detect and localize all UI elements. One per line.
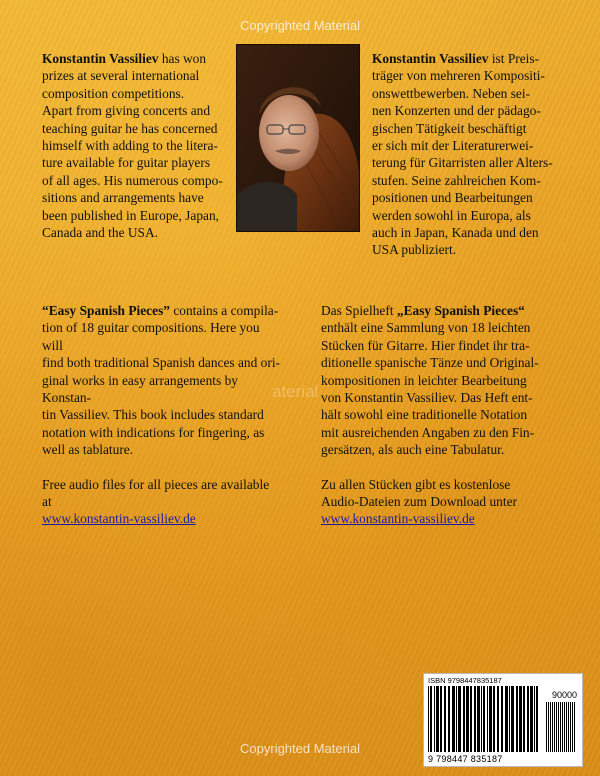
website-link-en[interactable]: www.konstantin-vassiliev.de [42, 511, 196, 527]
bio-de-line: auch in Japan, Kanada und den [372, 225, 539, 241]
bio-en-line: Apart from giving concerts and [42, 103, 211, 119]
price-code: 90000 [551, 690, 577, 700]
bio-de-line: nen Konzerten und der pädago- [372, 103, 541, 119]
isbn-digits: 9 798447 835187 [428, 754, 503, 764]
desc-en-line: notation with indications for fingering, as [42, 424, 265, 440]
author-name: Konstantin Vassiliev [42, 51, 159, 66]
bio-en-line: prizes at several international [42, 68, 200, 84]
watermark-bottom: Copyrighted Material [240, 741, 360, 756]
book-description-german [321, 302, 571, 528]
desc-en-line: tin Vassiliev. This book includes standard [42, 407, 264, 423]
bio-de-line: terung für Gitarristen aller Alters- [372, 155, 553, 171]
desc-en-line: find both traditional Spanish dances and ori- [42, 355, 281, 371]
desc-de-line: Stücken für Gitarre. Hier findet ihr tra- [321, 337, 530, 353]
author-bio-english [42, 50, 232, 241]
desc-de-line: kompositionen in leichter Bearbeitung [321, 372, 527, 388]
bio-en-line: of all ages. His numerous compo- [42, 172, 223, 188]
bio-en-line: composition competitions. [42, 85, 185, 101]
bio-de-line: er sich mit der Literaturerwei- [372, 138, 534, 154]
desc-en-line: well as tablature. [42, 442, 134, 458]
audio-note-en: Free audio files for all pieces are available at [42, 476, 270, 510]
bio-en-line-1-rest: has won [158, 51, 207, 66]
desc-de-line: mit ausreichenden Angaben zu den Fin- [321, 424, 535, 440]
bio-de-line: USA publiziert. [372, 242, 457, 258]
isbn-label: ISBN 9798447835187 [428, 676, 502, 685]
bio-de-line: werden sowohl in Europa, als [372, 207, 531, 223]
bio-de-line: onswettbewerben. Neben sei- [372, 85, 531, 101]
book-title-de: „Easy Spanish Pieces“ [396, 303, 525, 318]
desc-de-line-1-pre: Das Spielheft [321, 303, 397, 318]
desc-de-line: hält sowohl eine traditionelle Notation [321, 407, 528, 423]
author-name-de: Konstantin Vassiliev [372, 51, 489, 66]
desc-de-line: ditionelle spanische Tänze und Original- [321, 355, 539, 371]
audio-note-de: Zu allen Stücken gibt es kostenlose [321, 476, 511, 492]
bio-en-first-line [42, 50, 232, 67]
bio-en-line: been published in Europe, Japan, [42, 207, 220, 223]
desc-en-line: ginal works in easy arrangements by Konstan- [42, 372, 238, 406]
book-title: “Easy Spanish Pieces” [42, 303, 170, 318]
desc-en-first-line [42, 302, 282, 319]
bio-en-line: ture available for guitar players [42, 155, 211, 171]
bio-de-line: positionen und Bearbeitungen [372, 190, 533, 206]
desc-de-line: gersätzen, als auch eine Tabulatur. [321, 442, 505, 458]
watermark-middle: aterial [272, 382, 319, 401]
book-description-english [42, 302, 282, 528]
bio-en-line: teaching guitar he has concerned [42, 120, 218, 136]
bio-en-line: Canada and the USA. [42, 225, 159, 241]
desc-de-line: von Konstantin Vassiliev. Das Heft ent- [321, 390, 533, 406]
website-link-de[interactable]: www.konstantin-vassiliev.de [321, 511, 475, 527]
desc-de-first-line [321, 302, 571, 319]
bio-de-line: gischen Tätigkeit beschäftigt [372, 120, 527, 136]
bio-en-line: himself with adding to the litera- [42, 138, 218, 154]
author-photo-image [237, 45, 359, 231]
desc-de-line: enthält eine Sammlung von 18 leichten [321, 320, 531, 336]
bio-de-first-line [372, 50, 568, 67]
desc-en-line: tion of 18 guitar compositions. Here you will [42, 320, 260, 353]
author-bio-german [372, 50, 568, 259]
bio-de-line: stufen. Seine zahlreichen Kom- [372, 172, 541, 188]
bio-en-line: sitions and arrangements have [42, 190, 204, 206]
watermark-top: Copyrighted Material [240, 18, 360, 33]
desc-en-line-1-rest: contains a compila- [169, 303, 279, 318]
author-photo [236, 44, 360, 232]
bio-de-line-1-rest: ist Preis- [488, 51, 540, 66]
audio-note-de: Audio-Dateien zum Download unter [321, 494, 517, 510]
bio-de-line: träger von mehreren Kompositi- [372, 68, 545, 84]
